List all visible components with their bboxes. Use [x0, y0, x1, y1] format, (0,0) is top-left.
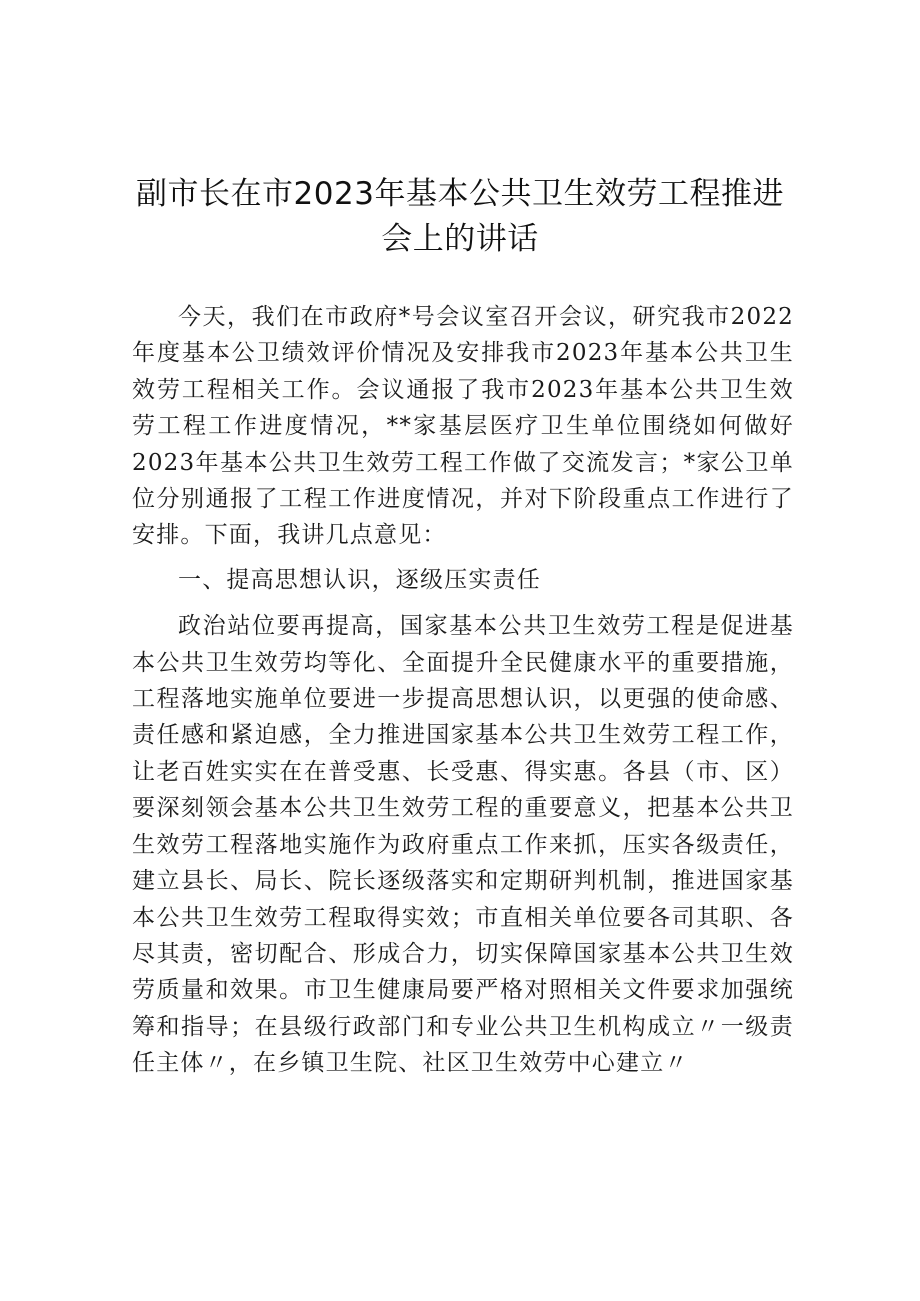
title-line-1: 副市长在市2023年基本公共卫生效劳工程推进 — [136, 176, 784, 212]
paragraph-section-1: 政治站位要再提高，国家基本公共卫生效劳工程是促进基本公共卫生效劳均等化、全面提升全民健康水平的重要措施，工程落地实施单位要进一步提高思想认识，以更强的使命感、责任感和紧迫感，全力推进国家基本公共卫生效劳工程工作，让老百姓实实在在普受惠、长受惠、得实惠。各县（市、区）要深刻领会基本公共卫生效劳工程的重要意义，把基本公共卫生效劳工程落地实施作为政府重点工作来抓，压实各级责任，建立县长、局长、院长逐级落实和定期研判机制，推进国家基本公共卫生效劳工程取得实效；市直相关单位要各司其职、各尽其责，密切配合、形成合力，切实保障国家基本公共卫生效劳质量和效果。市卫生健康局要严格对照相关文件要求加强统筹和指导；在县级行政部门和专业公共卫生机构成立〃一级责任主体〃，在乡镇卫生院、社区卫生效劳中心建立〃 — [132, 613, 794, 1077]
document-body — [132, 299, 794, 1082]
document-title — [120, 172, 800, 262]
section-heading-1: 一、提高思想认识，逐级压实责任 — [178, 566, 541, 593]
title-line-2: 会上的讲话 — [381, 221, 539, 257]
paragraph-intro: 今天，我们在市政府*号会议室召开会议，研究我市2022年度基本公卫绩效评价情况及安排我市2023年基本公共卫生效劳工程相关工作。会议通报了我市2023年基本公共卫生效劳工程工作进度情况，**家基层医疗卫生单位围绕如何做好2023年基本公共卫生效劳工程工作做了交流发言；*家公卫单位分别通报了工程工作进度情况，并对下阶段重点工作进行了安排。下面，我讲几点意见： — [132, 304, 794, 549]
